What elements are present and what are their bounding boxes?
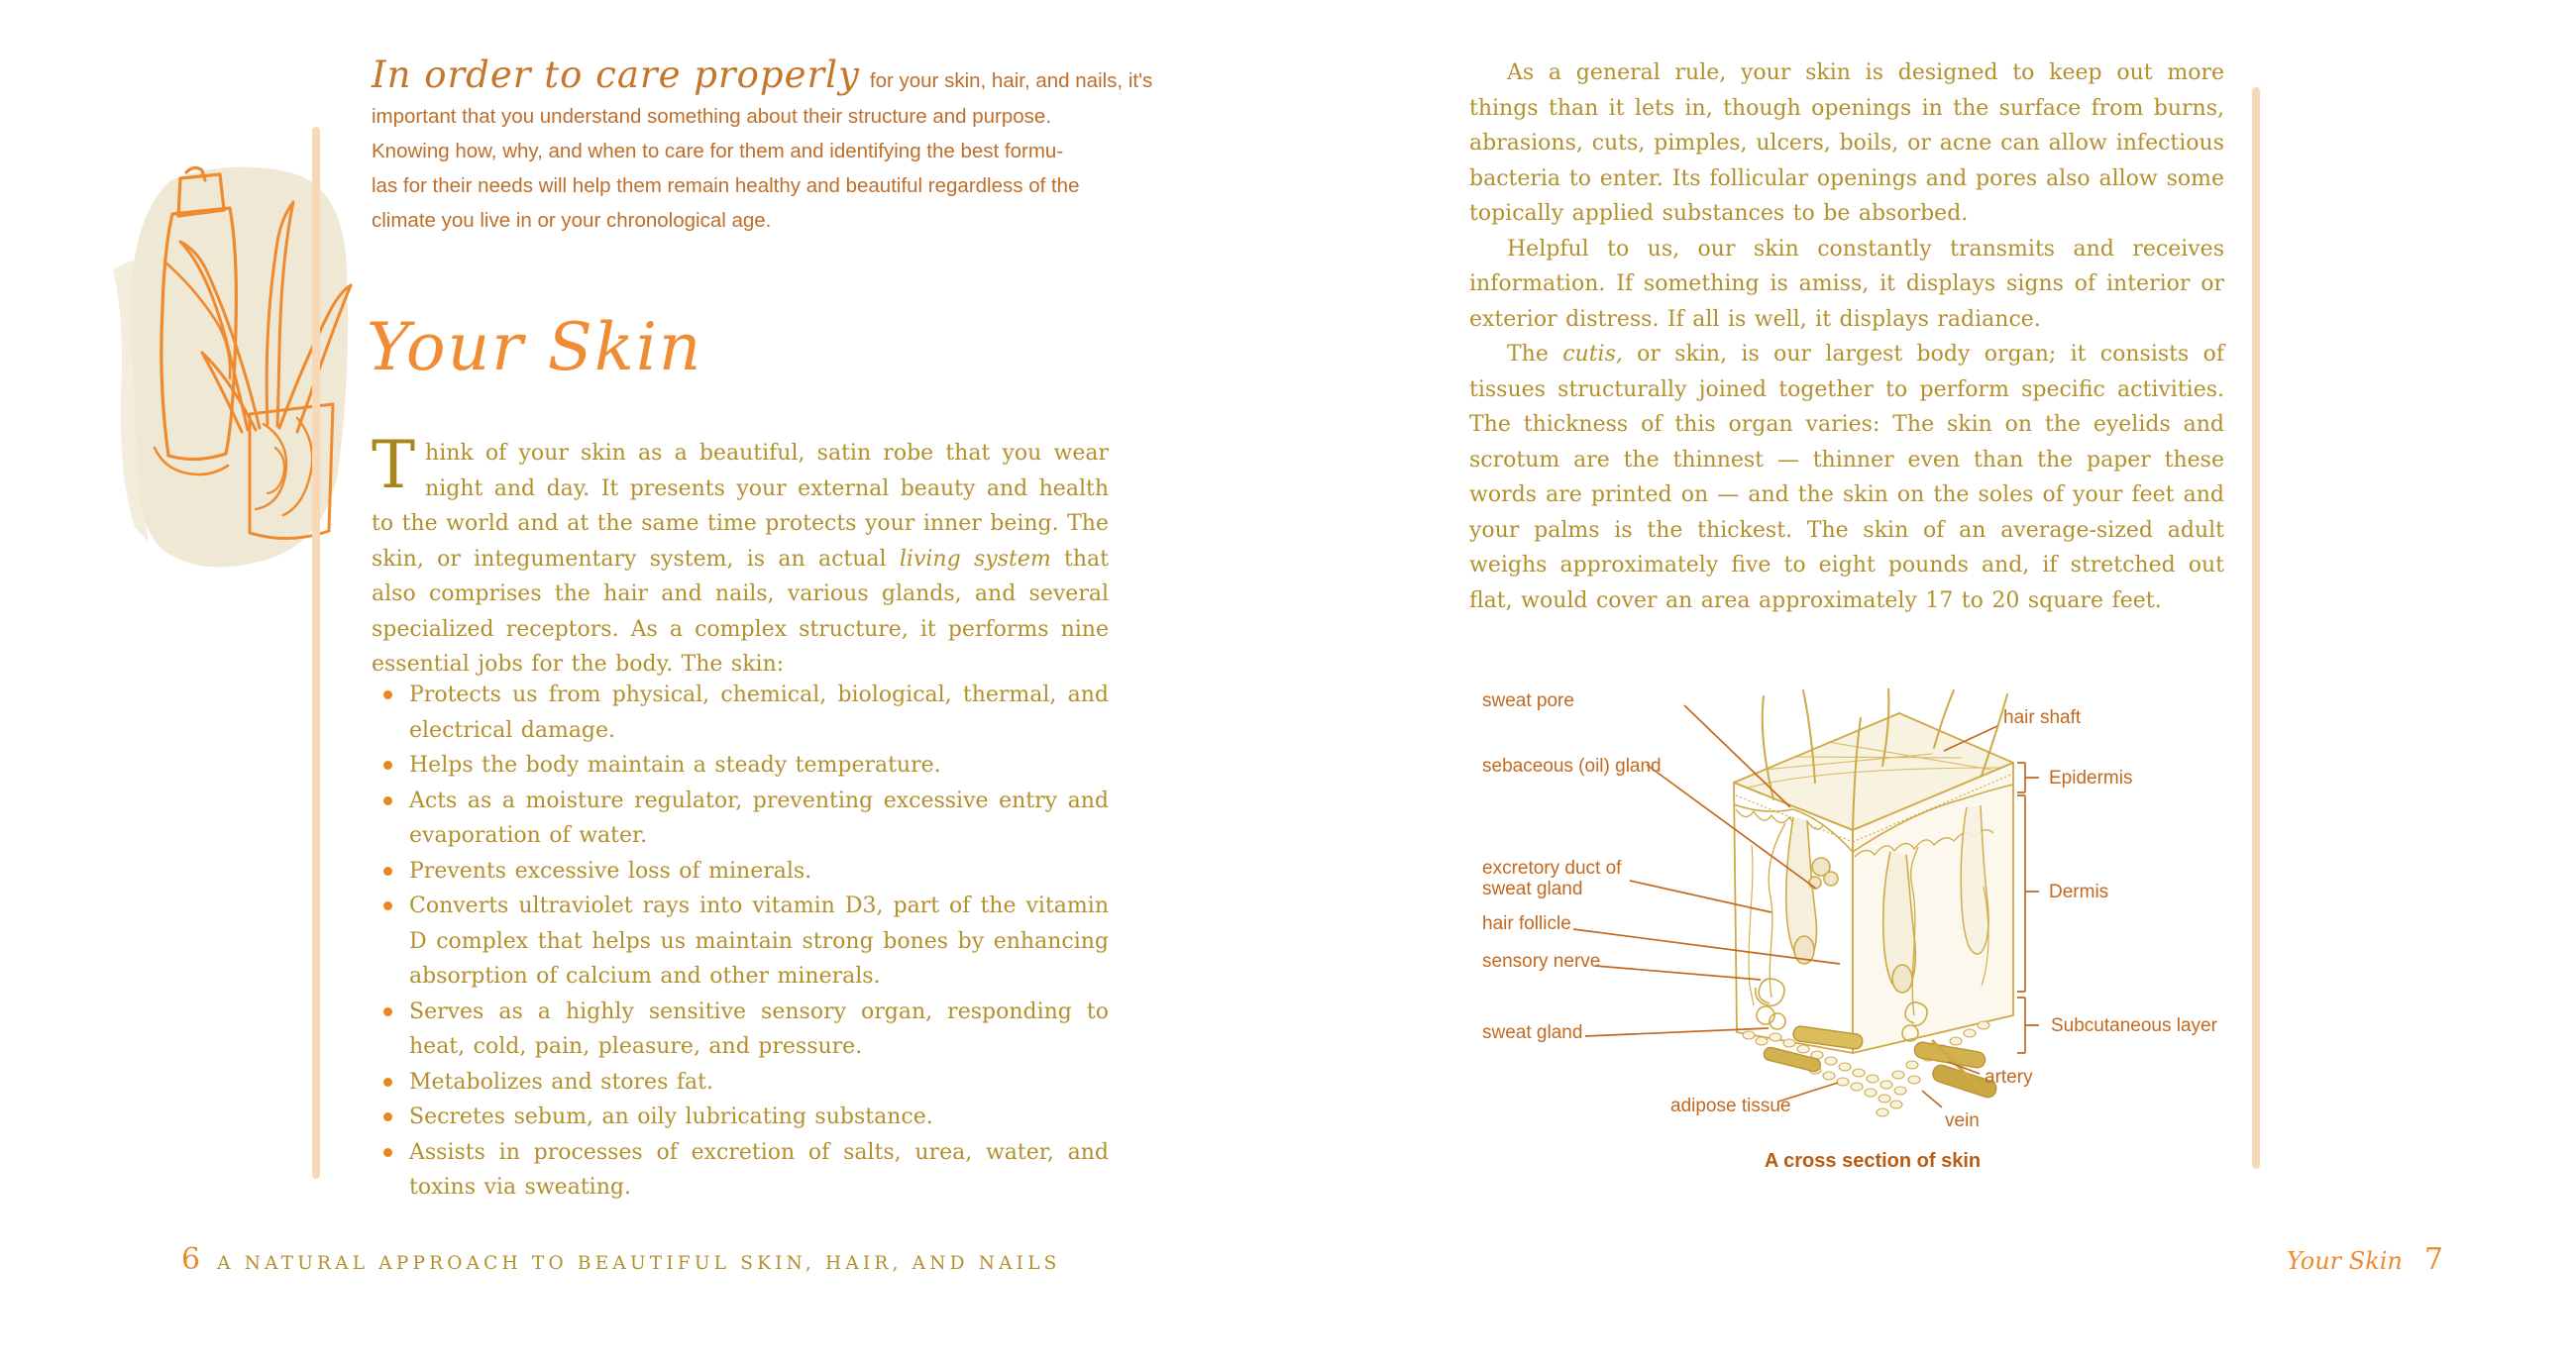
list-item: Helps the body maintain a steady temperature. bbox=[372, 748, 1109, 784]
list-item: Protects us from physical, chemical, biological, thermal, and electrical damage. bbox=[372, 678, 1109, 748]
label-sweat-pore: sweat pore bbox=[1482, 690, 1574, 711]
label-artery: artery bbox=[1985, 1067, 2033, 1088]
paragraph-2: Helpful to us, our skin constantly transmits and receives information. If something is amiss, it displays signs of interior or exterior distress. If all is well, it displays radiance. bbox=[1469, 236, 2224, 332]
chapter-opening-paragraph bbox=[372, 427, 1109, 683]
intro-script-phrase: In order to care properly bbox=[372, 53, 860, 96]
chapter-title: Your Skin bbox=[367, 309, 703, 385]
list-item: Secretes sebum, an oily lubricating substance. bbox=[372, 1100, 1109, 1135]
label-sweat-gland: sweat gland bbox=[1482, 1022, 1583, 1043]
skin-functions-list bbox=[372, 678, 1109, 1206]
bullet-dot-icon bbox=[383, 867, 392, 876]
body-text-1: hink of your skin as a beautiful, satin robe that you wear night and day. It presents your external beauty and health to the world and at the same time protects your inner being. The skin, or integumentary system, is an actual bbox=[372, 441, 1109, 572]
label-epidermis: Epidermis bbox=[2049, 768, 2133, 789]
bullet-dot-icon bbox=[383, 796, 392, 805]
list-item: Acts as a moisture regulator, preventing excessive entry and evaporation of water. bbox=[372, 784, 1109, 854]
left-page-number: 6 bbox=[181, 1242, 201, 1277]
intro-line-4: las for their needs will help them remain healthy and beautiful regardless of the bbox=[372, 174, 1080, 197]
chapter-running-footer: Your Skin bbox=[2287, 1247, 2403, 1275]
intro-line-5: climate you live in or your chronological age. bbox=[372, 209, 772, 232]
label-dermis: Dermis bbox=[2049, 882, 2109, 902]
label-excretory-duct: excretory duct of sweat gland bbox=[1482, 858, 1622, 899]
intro-line-1-rest: for your skin, hair, and nails, it's bbox=[869, 69, 1153, 92]
bullet-dot-icon bbox=[383, 690, 392, 699]
label-subcutaneous-layer: Subcutaneous layer bbox=[2051, 1015, 2217, 1036]
intro-line-1 bbox=[372, 53, 1153, 99]
label-hair-shaft: hair shaft bbox=[2003, 707, 2082, 728]
bullet-dot-icon bbox=[383, 1007, 392, 1016]
label-vein: vein bbox=[1945, 1110, 1980, 1131]
bullet-dot-icon bbox=[383, 1112, 392, 1121]
left-page-footer bbox=[181, 1242, 1061, 1277]
list-item: Serves as a highly sensitive sensory organ, responding to heat, cold, pain, pleasure, and pressure. bbox=[372, 995, 1109, 1065]
intro-paragraph bbox=[372, 53, 1153, 238]
bullet-dot-icon bbox=[383, 1078, 392, 1087]
label-sebaceous-gland: sebaceous (oil) gland bbox=[1482, 756, 1662, 777]
body-text-2: that also comprises the hair and nails, various glands, and several specialized receptors. As a complex structure, it performs nine essential jobs for the body. The skin: bbox=[372, 546, 1109, 677]
paragraph-1: As a general rule, your skin is designed to keep out more things than it lets in, though openings in the surface from burns, abrasions, cuts, pimples, ulcers, boils, or acne can allow infectious bacteria to enter. Its follicular openings and pores also allow some topically applied substances to be absorbed. bbox=[1469, 60, 2224, 226]
label-sensory-nerve: sensory nerve bbox=[1482, 951, 1601, 972]
paragraph-3: The cutis, or skin, is our largest body organ; it consists of tissues structurally joined together to perform specific activities. The thickness of this organ varies: The skin on the eyelids and scrotum are the thinnest — thinner even than the paper these words are printed on — and the skin on the soles of your feet and your palms is the thickest. The skin of an average-sized adult weighs approximately five to eight pounds and, if stretched out flat, would cover an area approximately 17 to 20 square feet. bbox=[1469, 342, 2224, 613]
book-title-running-footer: A NATURAL APPROACH TO BEAUTIFUL SKIN, HAIR, AND NAILS bbox=[217, 1253, 1061, 1274]
body-text-italic: living system bbox=[899, 546, 1051, 572]
list-item: Converts ultraviolet rays into vitamin D3, part of the vitamin D complex that helps us maintain strong bones by enhancing absorption of calcium and other minerals. bbox=[372, 889, 1109, 995]
list-item: Metabolizes and stores fat. bbox=[372, 1065, 1109, 1101]
list-item: Assists in processes of excretion of salts, urea, water, and toxins via sweating. bbox=[372, 1135, 1109, 1206]
bullet-dot-icon bbox=[383, 761, 392, 770]
list-item: Prevents excessive loss of minerals. bbox=[372, 854, 1109, 890]
diagram-caption: A cross section of skin bbox=[1764, 1150, 1982, 1172]
right-page-footer bbox=[2287, 1242, 2443, 1277]
left-page-rule bbox=[312, 127, 320, 1179]
bullet-dot-icon bbox=[383, 1148, 392, 1157]
skin-cross-section-diagram bbox=[1466, 688, 2271, 1204]
intro-line-3: Knowing how, why, and when to care for them and identifying the best formu- bbox=[372, 140, 1064, 162]
right-page-text bbox=[1469, 55, 2224, 618]
label-hair-follicle: hair follicle bbox=[1482, 913, 1571, 934]
bullet-dot-icon bbox=[383, 901, 392, 910]
right-page-number: 7 bbox=[2423, 1242, 2443, 1277]
intro-line-2: important that you understand something about their structure and purpose. bbox=[372, 105, 1052, 128]
drop-cap: T bbox=[372, 427, 416, 503]
label-adipose-tissue: adipose tissue bbox=[1670, 1096, 1791, 1116]
